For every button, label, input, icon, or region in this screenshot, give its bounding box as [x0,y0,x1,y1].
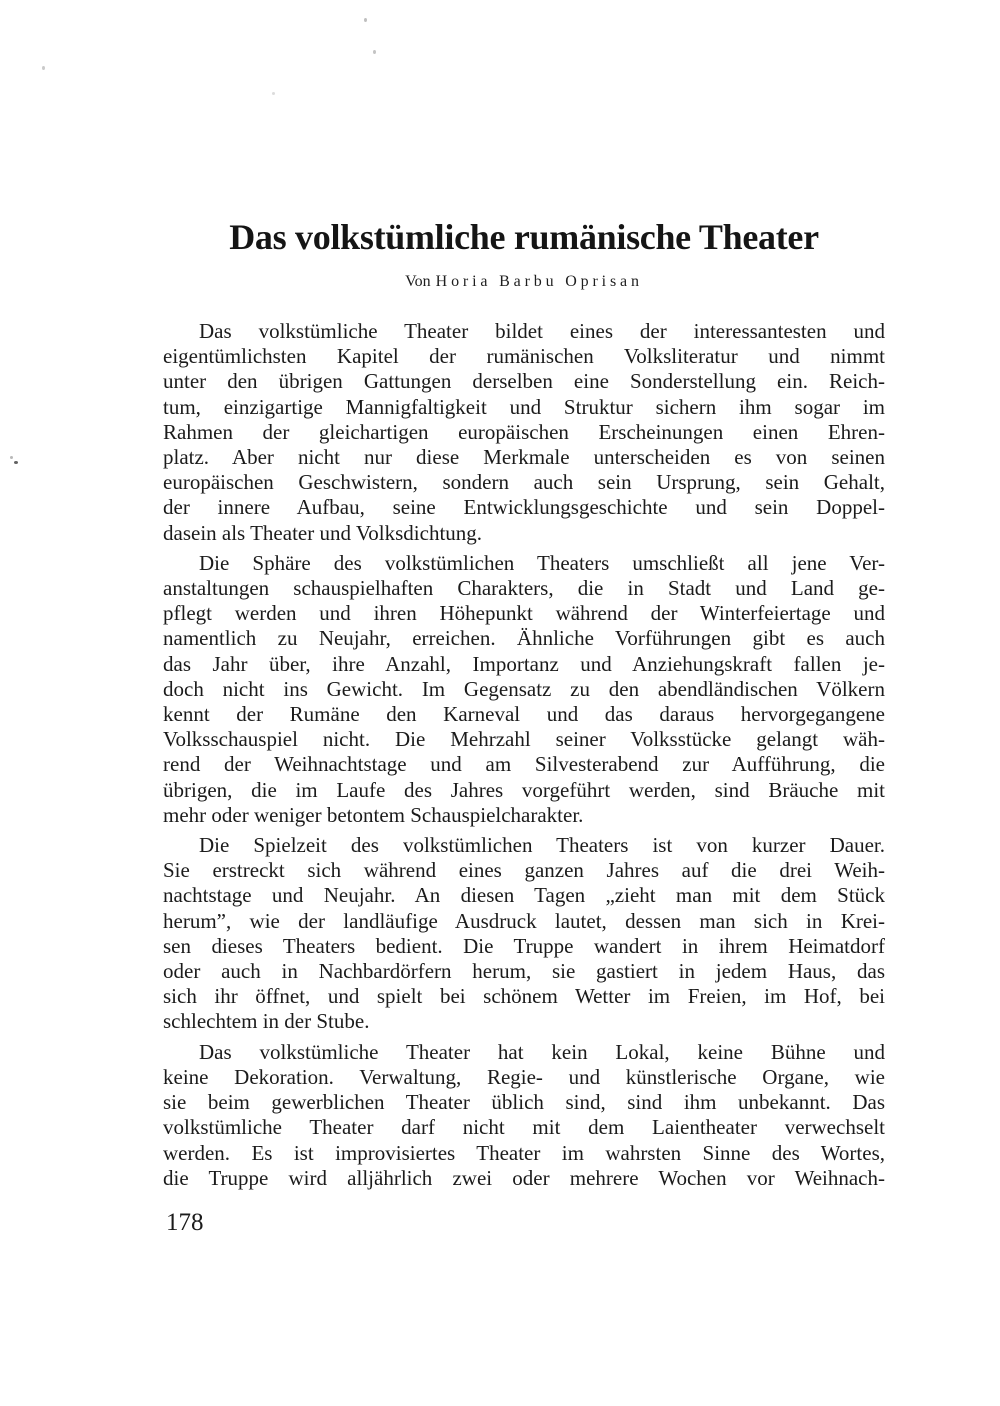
text-line: doch nicht ins Gewicht. Im Gegensatz zu den abendländischen Völkern [163,676,885,701]
text-line: das Jahr über, ihre Anzahl, Importanz und Anziehungskraft fallen je- [163,651,885,676]
text-line: herum”, wie der landläufige Ausdruck lautet, dessen man sich in Krei- [163,908,885,933]
text-line: mehr oder weniger betontem Schauspielcharakter. [163,802,584,827]
text-line: unter den übrigen Gattungen derselben eine Sonderstellung ein. Reich- [163,369,885,394]
text-line: übrigen, die im Laufe des Jahres vorgeführt werden, sind Bräuche mit [163,777,885,802]
text-line: rend der Weihnachtstage und am Silvesterabend zur Aufführung, die [163,752,885,777]
text-line: pflegt werden und ihren Höhepunkt während der Winterfeiertage und [163,601,885,626]
text-line: der innere Aufbau, seine Entwicklungsgeschichte und sein Doppel- [163,495,885,520]
text-line: namentlich zu Neujahr, erreichen. Ähnliche Vorführungen gibt es auch [163,626,885,651]
text-line: europäischen Geschwistern, sondern auch sein Ursprung, sein Gehalt, [163,470,885,495]
text-line: Das volkstümliche Theater hat kein Lokal, keine Bühne und [199,1039,885,1064]
text-line: oder auch in Nachbardörfern herum, sie gastiert in jedem Haus, das [163,959,885,984]
body-text [163,319,885,1191]
text-line: sen dieses Theaters bedient. Die Truppe wandert in ihrem Heimatdorf [163,933,885,958]
text-line: dasein als Theater und Volksdichtung. [163,520,483,545]
scan-artifact [42,66,45,70]
scan-artifact [10,456,13,459]
byline-prefix: Von [405,273,431,290]
scan-artifact [14,461,18,464]
text-line: Volksschauspiel nicht. Die Mehrzahl seiner Volksstücke gelangt wäh- [163,727,885,752]
text-line: nachtstage und Neujahr. An diesen Tagen „zieht man mit dem Stück [163,883,885,908]
text-line: Die Sphäre des volkstümlichen Theaters umschließt all jene Ver- [199,550,885,575]
text-line: keine Dekoration. Verwaltung, Regie- und künstlerische Organe, wie [163,1064,885,1089]
scan-artifact [272,92,275,95]
text-line: kennt der Rumäne den Karneval und das daraus hervorgegangene [163,702,885,727]
byline-author: Horia Barbu Oprisan [435,273,643,290]
text-line: werden. Es ist improvisiertes Theater im wahrsten Sinne des Wortes, [163,1140,885,1165]
page-number: 178 [166,1209,204,1236]
paragraph [163,319,885,546]
text-line: sich ihr öffnet, und spielt bei schönem Wetter im Freien, im Hof, bei [163,984,885,1009]
text-line: tum, einzigartige Mannigfaltigkeit und Struktur sichern ihm sogar im [163,394,885,419]
text-line: die Truppe wird alljährlich zwei oder mehrere Wochen vor Weihnach- [163,1165,885,1190]
text-line: Sie erstreckt sich während eines ganzen Jahres auf die drei Weih- [163,858,885,883]
paragraph [163,833,885,1035]
text-line: platz. Aber nicht nur diese Merkmale unterscheiden es von seinen [163,445,885,470]
text-line: volkstümliche Theater darf nicht mit dem Laientheater verwechselt [163,1115,885,1140]
paragraph [163,551,885,828]
page-title: Das volkstümliche rumänische Theater [229,217,819,257]
text-line: Die Spielzeit des volkstümlichen Theaters ist von kurzer Dauer. [199,833,885,858]
text-line: sie beim gewerblichen Theater üblich sind, sind ihm unbekannt. Das [163,1090,885,1115]
text-line: Das volkstümliche Theater bildet eines der interessantesten und [199,319,885,343]
text-line: schlechtem in der Stube. [163,1009,370,1034]
scan-artifact [373,50,376,54]
byline [163,273,885,291]
scan-artifact [364,18,367,22]
text-line: Rahmen der gleichartigen europäischen Erscheinungen einen Ehren- [163,419,885,444]
text-line: anstaltungen schauspielhaften Charakters, die in Stadt und Land ge- [163,576,885,601]
text-line: eigentümlichsten Kapitel der rumänischen Volksliteratur und nimmt [163,344,885,369]
paragraph [163,1040,885,1191]
